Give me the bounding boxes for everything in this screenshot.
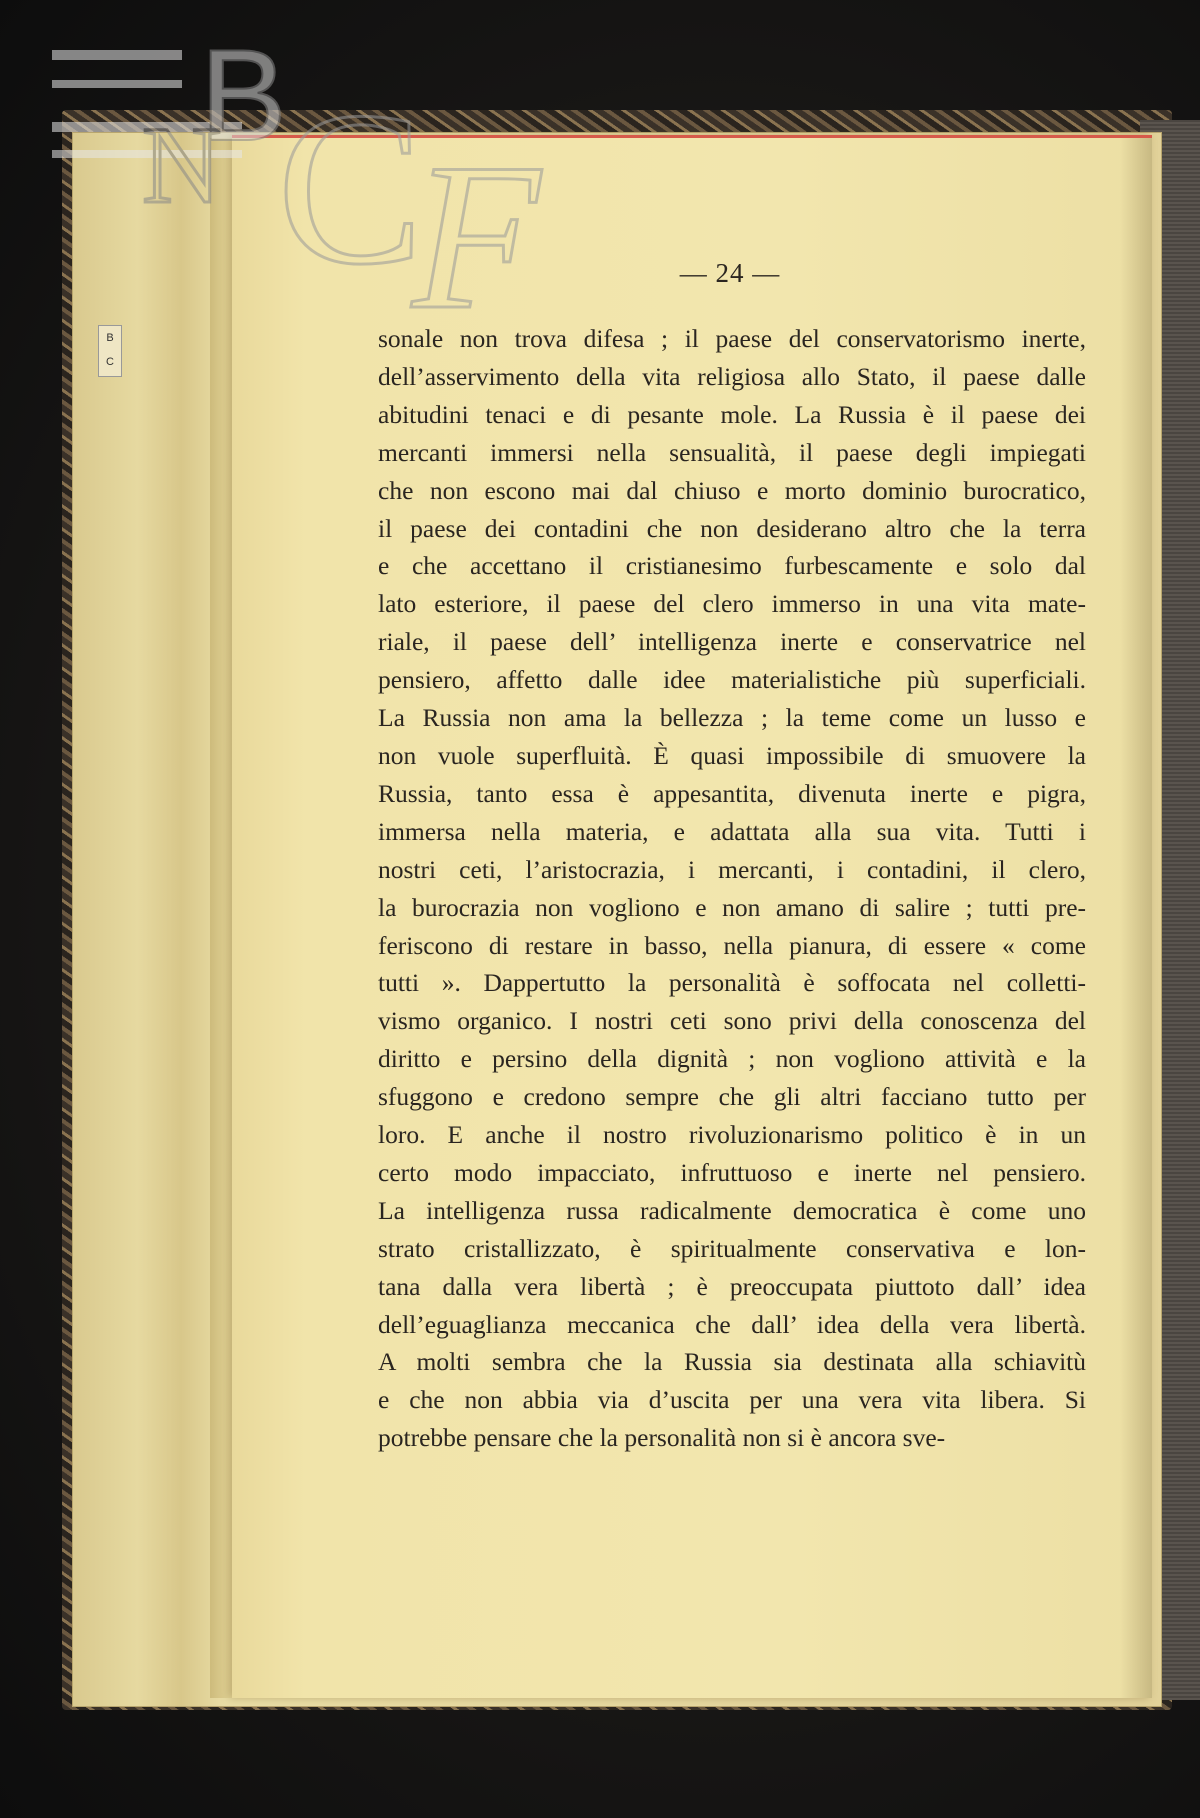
text-line: Russia, tanto essa è appesantita, divenuta inerte e pigra, <box>378 778 1086 808</box>
text-line: certo modo impacciato, infruttuoso e inerte nel pensiero. <box>378 1157 1086 1187</box>
text-line: riale, il paese dell’ intelligenza inerte e conservatrice nel <box>378 627 1086 657</box>
page-edge-shadow <box>1120 138 1152 1698</box>
text-line: dell’asservimento della vita religiosa allo Stato, il paese dalle <box>378 361 1086 391</box>
text-line: lato esteriore, il paese del clero immerso in una vita mate- <box>378 589 1086 619</box>
text-line: pensiero, affetto dalle idee materialistiche più superficiali. <box>378 665 1086 695</box>
text-line: e che non abbia via d’uscita per una vera vita libera. Si <box>378 1385 1086 1415</box>
text-line: immersa nella materia, e adattata alla sua vita. Tutti i <box>378 816 1086 846</box>
text-line: sfuggono e credono sempre che gli altri facciano tutto per <box>378 1082 1086 1112</box>
text-line: diritto e persino della dignità ; non vogliono attività e la <box>378 1044 1086 1074</box>
text-line: e che accettano il cristianesimo furbescamente e solo dal <box>378 551 1086 581</box>
text-line: sonale non trova difesa ; il paese del conservatorismo inerte, <box>378 324 1086 353</box>
watermark-bar <box>52 80 182 88</box>
watermark-letter-f: F <box>412 121 541 322</box>
watermark-letter-c: C <box>277 66 424 310</box>
text-line: abitudini tenaci e di pesante mole. La Russia è il paese dei <box>378 399 1086 429</box>
label-letter: B <box>106 332 114 344</box>
text-line: la burocrazia non vogliono e non amano di salire ; tutti pre- <box>378 892 1086 922</box>
library-label <box>98 325 122 377</box>
watermark-bar <box>52 50 182 60</box>
text-line: La intelligenza russa radicalmente democratica è come uno <box>378 1195 1086 1225</box>
page-number: — 24 — <box>679 258 781 288</box>
text-line: nostri ceti, l’aristocrazia, i mercanti, i contadini, il clero, <box>378 854 1086 884</box>
body-text <box>378 320 1086 1457</box>
label-letter: C <box>106 356 114 368</box>
text-line: il paese dei contadini che non desiderano altro che la terra <box>378 513 1086 543</box>
bncf-watermark-logo <box>52 22 612 322</box>
text-line: A molti sembra che la Russia sia destinata alla schiavitù <box>378 1347 1086 1377</box>
watermark-letter-n: N <box>142 104 222 226</box>
text-line: tana dalla vera libertà ; è preoccupata piuttoto dall’ idea <box>378 1271 1086 1301</box>
text-line: potrebbe pensare che la personalità non si è ancora sve- <box>378 1423 946 1453</box>
text-line: loro. E anche il nostro rivoluzionarismo politico è in un <box>378 1120 1086 1150</box>
text-line: tutti ». Dappertutto la personalità è soffocata nel colletti- <box>378 968 1086 998</box>
text-line: vismo organico. I nostri ceti sono privi della conoscenza del <box>378 1006 1086 1036</box>
text-line: non vuole superfluità. È quasi impossibile di smuovere la <box>378 740 1086 770</box>
watermark-letter-b: B <box>200 22 287 168</box>
text-line: La Russia non ama la bellezza ; la teme come un lusso e <box>378 703 1086 733</box>
text-line: dell’eguaglianza meccanica che dall’ idea della vera libertà. <box>378 1309 1086 1339</box>
text-line: che non escono mai dal chiuso e morto dominio burocratico, <box>378 475 1086 505</box>
text-line: strato cristallizzato, è spiritualmente conservativa e lon- <box>378 1233 1086 1263</box>
text-line: feriscono di restare in basso, nella pianura, di essere « come <box>378 930 1086 960</box>
text-line: mercanti immersi nella sensualità, il paese degli impiegati <box>378 437 1086 467</box>
